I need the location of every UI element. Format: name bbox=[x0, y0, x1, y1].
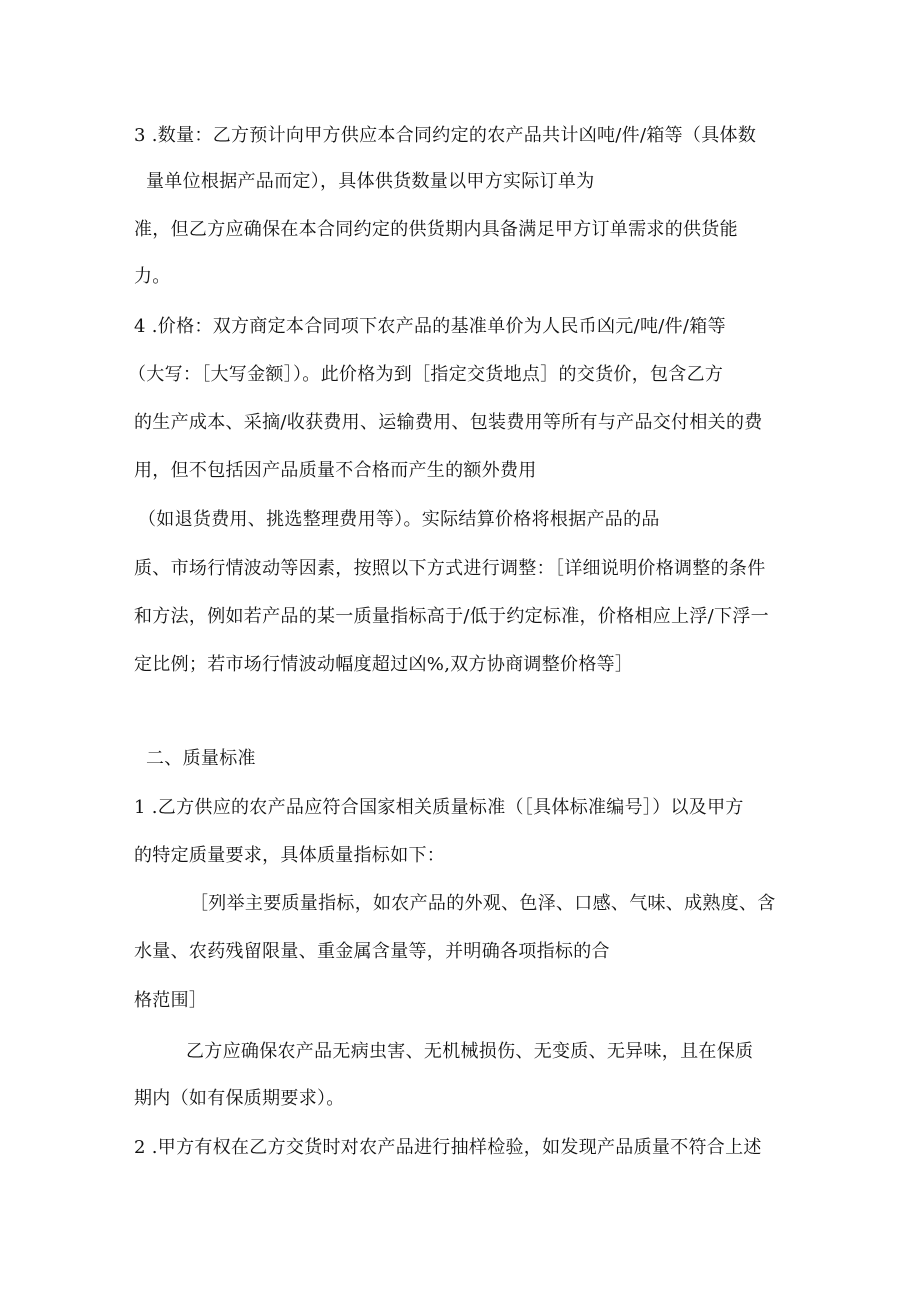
text-line: 和方法，例如若产品的某一质量指标高于/低于约定标准，价格相应上浮/下浮一 bbox=[134, 606, 769, 627]
text-line: 的特定质量要求，具体质量指标如下： bbox=[134, 845, 446, 866]
text-line: 用，但不包括因产品质量不合格而产生的额外费用 bbox=[134, 460, 537, 481]
text-line: 准，但乙方应确保在本合同约定的供货期内具备满足甲方订单需求的供货能 bbox=[134, 219, 738, 240]
text-line: 期内（如有保质期要求）。 bbox=[134, 1088, 345, 1109]
text-line: 水量、农药残留限量、重金属含量等，并明确各项指标的合 bbox=[134, 941, 610, 962]
text-line: （如退货费用、挑选整理费用等）。实际结算价格将根据产品的品 bbox=[138, 509, 660, 530]
text-line: 乙方应确保农产品无病虫害、无机械损伤、无变质、无异味，且在保质 bbox=[186, 1041, 754, 1062]
text-line: 3 .数量：乙方预计向甲方供应本合同约定的农产品共计凶吨/件/箱等（具体数 bbox=[134, 125, 757, 146]
text-line: 2 .甲方有权在乙方交货时对农产品进行抽样检验，如发现产品质量不符合上述 bbox=[134, 1137, 762, 1158]
text-line: 质、市场行情波动等因素，按照以下方式进行调整：［详细说明价格调整的条件 bbox=[134, 558, 766, 579]
text-line: 4 .价格：双方商定本合同项下农产品的基准单价为人民币凶元/吨/件/箱等 bbox=[134, 316, 726, 337]
text-line: 1 .乙方供应的农产品应符合国家相关质量标准（［具体标准编号］）以及甲方 bbox=[134, 797, 744, 818]
text-line: 的生产成本、采摘/收获费用、运输费用、包装费用等所有与产品交付相关的费 bbox=[134, 412, 763, 433]
text-line: ［列举主要质量指标，如农产品的外观、色泽、口感、气味、成熟度、含 bbox=[190, 893, 776, 914]
text-line: 定比例；若市场行情波动幅度超过凶%,双方协商调整价格等］ bbox=[134, 654, 634, 675]
text-line: （大写：［大写金额］）。此价格为到［指定交货地点］的交货价，包含乙方 bbox=[128, 364, 724, 385]
section-heading: 二、质量标准 bbox=[146, 748, 256, 769]
text-line: 力。 bbox=[134, 266, 171, 287]
text-line: 量单位根据产品而定），具体供货数量以甲方实际订单为 bbox=[146, 171, 595, 192]
text-line: 格范围］ bbox=[134, 990, 208, 1011]
